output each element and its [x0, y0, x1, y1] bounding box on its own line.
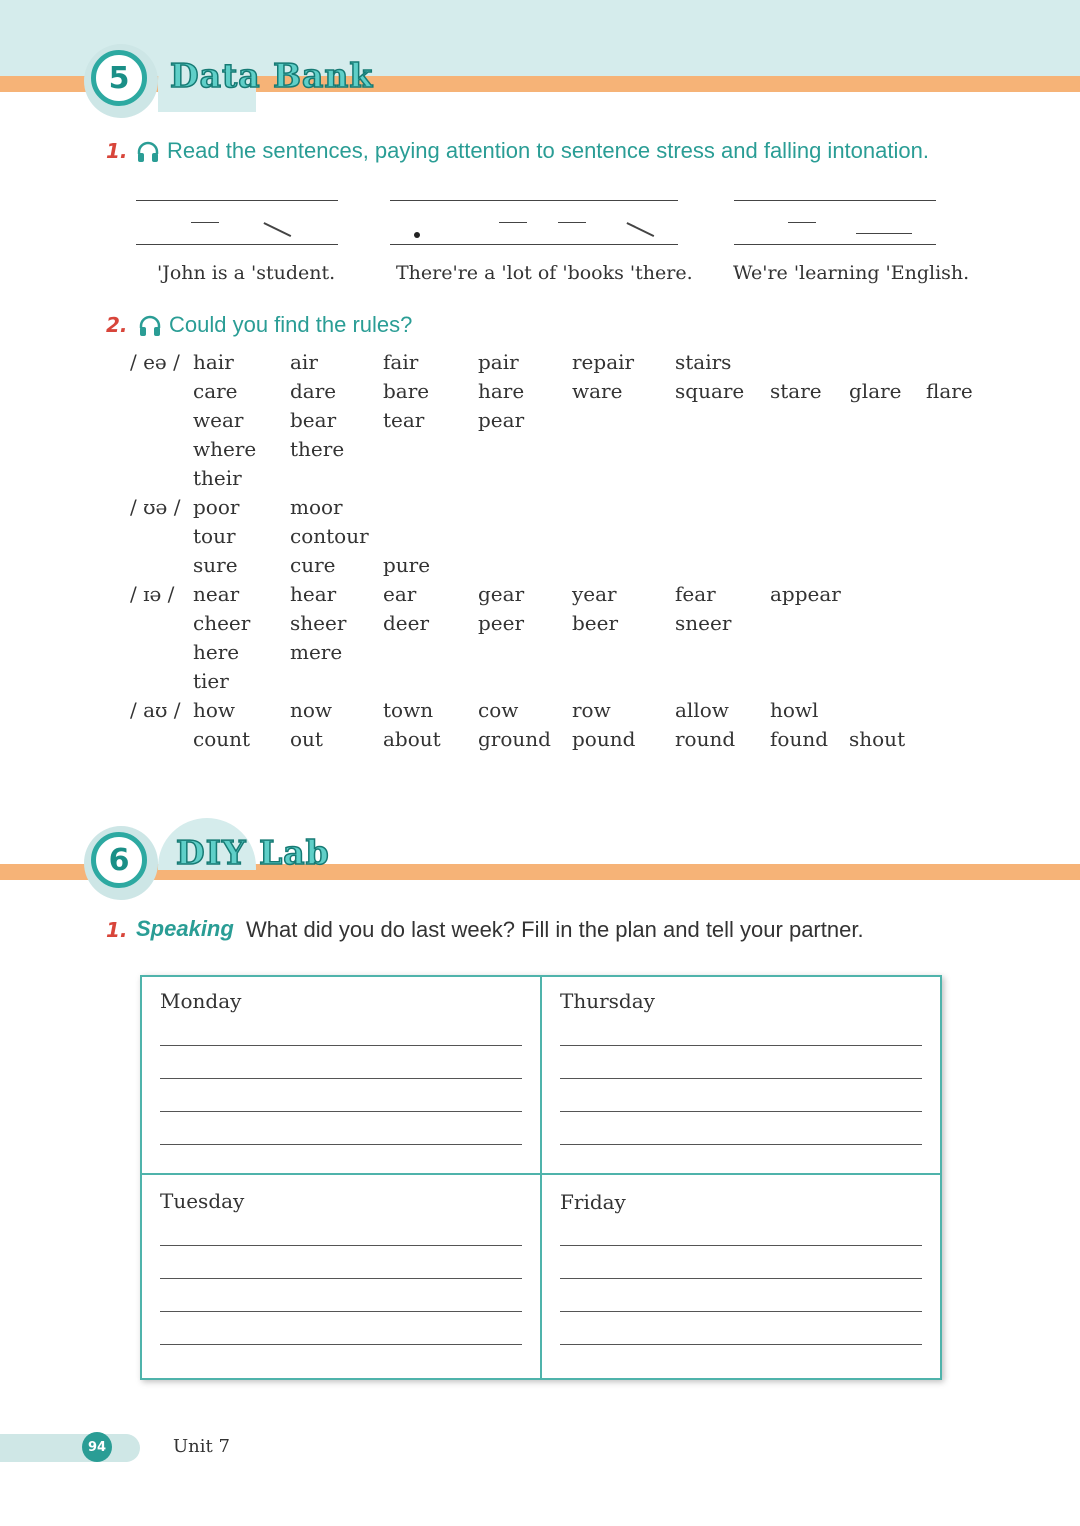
word-cell: hear: [290, 582, 337, 606]
word-cell: bear: [290, 408, 337, 432]
writing-line[interactable]: [560, 1311, 922, 1312]
word-cell: pair: [478, 350, 519, 374]
writing-line[interactable]: [560, 1344, 922, 1345]
word-cell: about: [383, 727, 441, 751]
word-cell: gear: [478, 582, 525, 606]
word-cell: moor: [290, 495, 343, 519]
word-cell: square: [675, 379, 745, 403]
word-cell: town: [383, 698, 434, 722]
writing-line[interactable]: [160, 1045, 522, 1046]
word-cell: repair: [572, 350, 635, 374]
word-cell: found: [770, 727, 829, 751]
writing-line[interactable]: [560, 1278, 922, 1279]
writing-line[interactable]: [160, 1245, 522, 1246]
writing-line[interactable]: [160, 1278, 522, 1279]
word-cell: tear: [383, 408, 425, 432]
word-cell: deer: [383, 611, 430, 635]
task6-1-instruction: What did you do last week? Fill in the plan and tell your partner.: [246, 917, 864, 942]
word-cell: wear: [193, 408, 244, 432]
day-tuesday: Tuesday: [160, 1189, 245, 1213]
phonetic-symbol: / eə /: [130, 350, 180, 374]
word-cell: fear: [675, 582, 716, 606]
word-cell: pear: [478, 408, 525, 432]
word-cell: ware: [572, 379, 623, 403]
task5-2-instruction: Could you find the rules?: [169, 312, 413, 337]
word-cell: appear: [770, 582, 841, 606]
headphones-icon: [138, 314, 162, 338]
word-cell: their: [193, 466, 242, 490]
writing-line[interactable]: [160, 1144, 522, 1145]
sentence-3: We're 'learning 'English.: [733, 262, 970, 284]
writing-line[interactable]: [560, 1078, 922, 1079]
word-cell: row: [572, 698, 611, 722]
writing-line[interactable]: [560, 1045, 922, 1046]
phonetic-symbol: / aʊ /: [130, 698, 181, 722]
word-cell: flare: [926, 379, 973, 403]
word-cell: poor: [193, 495, 240, 519]
writing-line[interactable]: [560, 1144, 922, 1145]
section6-title: DIY Lab: [176, 833, 330, 872]
word-cell: mere: [290, 640, 343, 664]
word-cell: howl: [770, 698, 819, 722]
word-cell: where: [193, 437, 257, 461]
section5-number-badge: [91, 50, 147, 106]
word-cell: ground: [478, 727, 551, 751]
word-cell: sure: [193, 553, 238, 577]
word-cell: here: [193, 640, 240, 664]
task6-1-number: 1.: [106, 918, 128, 942]
word-cell: glare: [849, 379, 902, 403]
word-cell: stairs: [675, 350, 732, 374]
speaking-label: Speaking: [136, 916, 234, 941]
writing-line[interactable]: [160, 1111, 522, 1112]
word-cell: sneer: [675, 611, 732, 635]
day-monday: Monday: [160, 989, 242, 1013]
task5-2-number: 2.: [106, 313, 128, 337]
word-cell: pound: [572, 727, 636, 751]
word-cell: out: [290, 727, 323, 751]
page-number-badge: [82, 1432, 112, 1462]
writing-line[interactable]: [560, 1245, 922, 1246]
footer-band: [0, 1434, 140, 1462]
word-cell: cure: [290, 553, 336, 577]
word-cell: count: [193, 727, 251, 751]
day-thursday: Thursday: [560, 989, 655, 1013]
writing-line[interactable]: [160, 1311, 522, 1312]
sentence-1: 'John is a 'student.: [157, 262, 336, 284]
word-cell: sheer: [290, 611, 347, 635]
word-cell: fair: [383, 350, 419, 374]
word-cell: dare: [290, 379, 337, 403]
word-cell: tour: [193, 524, 236, 548]
plan-vertical-divider: [540, 975, 542, 1380]
word-cell: near: [193, 582, 240, 606]
day-friday: Friday: [560, 1190, 626, 1214]
phonetic-symbol: / ɪə /: [130, 582, 175, 606]
word-cell: how: [193, 698, 236, 722]
word-cell: stare: [770, 379, 822, 403]
word-cell: year: [572, 582, 617, 606]
sentence-2: There're a 'lot of 'books 'there.: [396, 262, 693, 284]
word-cell: there: [290, 437, 345, 461]
task5-1-number: 1.: [106, 139, 128, 163]
unit-label: Unit 7: [173, 1436, 230, 1457]
section6-number-badge: [91, 832, 147, 888]
page-number: 94: [87, 1439, 107, 1455]
headphones-icon: [136, 140, 160, 164]
word-cell: now: [290, 698, 333, 722]
word-cell: air: [290, 350, 318, 374]
word-cell: round: [675, 727, 736, 751]
word-cell: contour: [290, 524, 369, 548]
word-cell: hair: [193, 350, 234, 374]
word-cell: beer: [572, 611, 619, 635]
word-cell: allow: [675, 698, 729, 722]
writing-line[interactable]: [160, 1078, 522, 1079]
word-cell: ear: [383, 582, 417, 606]
word-cell: tier: [193, 669, 229, 693]
writing-line[interactable]: [560, 1111, 922, 1112]
word-cell: hare: [478, 379, 525, 403]
word-cell: cheer: [193, 611, 251, 635]
word-cell: shout: [849, 727, 906, 751]
word-cell: pure: [383, 553, 431, 577]
task5-1-instruction: Read the sentences, paying attention to sentence stress and falling intonation.: [167, 138, 929, 163]
word-cell: care: [193, 379, 238, 403]
writing-line[interactable]: [160, 1344, 522, 1345]
word-cell: peer: [478, 611, 525, 635]
section6-number: 6: [108, 842, 130, 878]
section5-title: Data Bank: [170, 56, 374, 95]
word-cell: bare: [383, 379, 430, 403]
plan-horizontal-divider: [140, 1173, 942, 1175]
section5-number: 5: [108, 60, 130, 96]
phonetic-symbol: / ʊə /: [130, 495, 181, 519]
word-cell: cow: [478, 698, 519, 722]
